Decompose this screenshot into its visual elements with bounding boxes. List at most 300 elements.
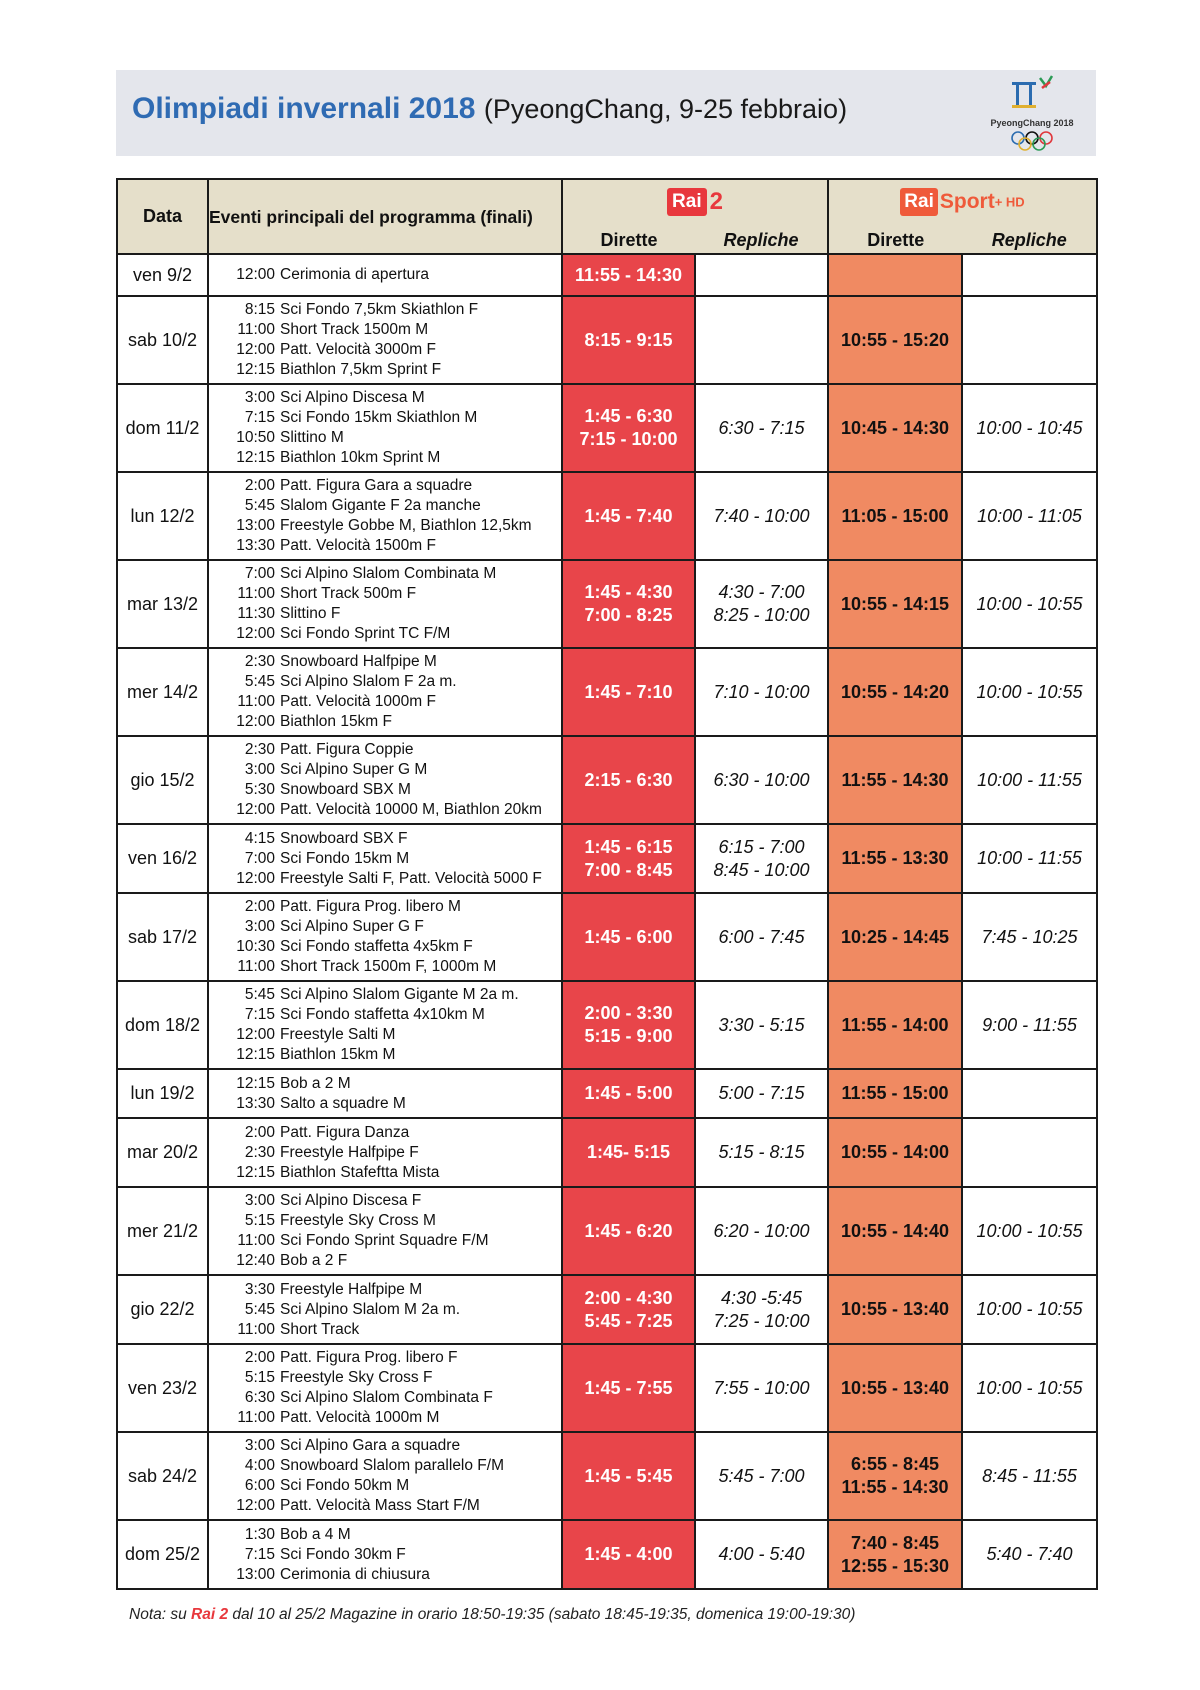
event-line xyxy=(217,740,561,760)
raisport-dirette-time: 10:55 - 13:40 xyxy=(840,1377,950,1398)
raisport-repliche-cell xyxy=(962,1275,1097,1344)
footer-note xyxy=(129,1606,855,1624)
event-time: 3:00 xyxy=(244,1192,275,1209)
schedule-row xyxy=(117,1432,1097,1520)
event-time: 12:00 xyxy=(236,869,275,887)
raisport-dirette-cell xyxy=(828,472,962,560)
event-name: Biathlon 15km M xyxy=(280,1046,396,1063)
event-name: Sci Fondo 15km Skiathlon M xyxy=(280,409,478,426)
raisport-repliche-time: 5:40 - 7:40 xyxy=(986,1544,1073,1564)
raisport-logo xyxy=(829,188,1096,216)
row-date: gio 22/2 xyxy=(117,1275,208,1344)
rai2-repliche-time: 7:10 - 10:00 xyxy=(713,681,810,702)
event-name: Short Track xyxy=(280,1320,360,1338)
event-line xyxy=(217,1074,561,1094)
event-name: Snowboard Slalom parallelo F/M xyxy=(280,1457,504,1474)
rai2-dirette-cell xyxy=(562,648,695,736)
raisport-dirette-time: 11:55 - 15:00 xyxy=(841,1083,949,1103)
rai2-dirette-time: 1:45 - 4:30 xyxy=(584,582,673,602)
row-events xyxy=(208,893,562,981)
event-line xyxy=(217,1094,561,1114)
schedule-row xyxy=(117,384,1097,472)
event-name: Sci Alpino Slalom F 2a m. xyxy=(280,673,457,690)
event-name: Freestyle Salti M xyxy=(280,1026,396,1043)
rai2-dirette-cell xyxy=(562,384,695,472)
row-date: sab 10/2 xyxy=(117,296,208,384)
rai2-repliche-time: 4:30 -5:45 xyxy=(720,1287,803,1308)
row-events xyxy=(208,1187,562,1275)
raisport-dirette-time: 11:55 - 14:30 xyxy=(841,769,949,790)
rai2-repliche-time: 6:00 - 7:45 xyxy=(718,926,805,947)
event-line xyxy=(217,692,561,712)
row-date: dom 25/2 xyxy=(117,1520,208,1589)
title-main: Olimpiadi invernali 2018 xyxy=(132,92,476,125)
raisport-dirette-time: 11:05 - 15:00 xyxy=(841,505,949,526)
event-time: 2:00 xyxy=(244,1349,275,1366)
event-line xyxy=(217,1456,561,1476)
event-name: Short Track 1500m M xyxy=(280,321,429,338)
rai2-dirette-cell xyxy=(562,296,695,384)
event-time: 2:30 xyxy=(244,1143,275,1161)
raisport-repliche-cell xyxy=(962,472,1097,560)
event-name: Snowboard Halfpipe M xyxy=(280,653,437,670)
event-name: Patt. Figura Danza xyxy=(280,1123,410,1141)
rai2-dirette-cell xyxy=(562,1187,695,1275)
rai2-repliche-cell xyxy=(695,1069,828,1118)
raisport-dirette-time: 6:55 - 8:45 xyxy=(850,1454,940,1474)
row-date: ven 16/2 xyxy=(117,824,208,893)
event-line xyxy=(217,428,561,448)
schedule-row xyxy=(117,1187,1097,1275)
event-line xyxy=(217,1300,561,1320)
event-name: Freestyle Halfpipe F xyxy=(280,1143,419,1161)
row-events xyxy=(208,648,562,736)
event-time: 12:00 xyxy=(236,625,275,642)
raisport-repliche-time: 8:45 - 11:55 xyxy=(982,1465,1077,1486)
event-time: 11:00 xyxy=(237,1232,275,1249)
event-line xyxy=(217,1163,561,1183)
col-header-date: Data xyxy=(117,179,208,254)
rai2-dirette-time: 1:45 - 7:40 xyxy=(584,505,673,526)
event-name: Sci Fondo Sprint TC F/M xyxy=(280,625,451,642)
rai2-dirette-cell xyxy=(562,893,695,981)
row-date: lun 12/2 xyxy=(117,472,208,560)
event-line xyxy=(217,340,561,360)
raisport-repliche-cell xyxy=(962,824,1097,893)
rai2-dirette-time: 7:00 - 8:45 xyxy=(584,859,673,880)
schedule-table xyxy=(116,178,1098,1590)
rai2-repliche-cell xyxy=(695,384,828,472)
raisport-repliche-cell xyxy=(962,254,1097,296)
rai2-dirette-cell xyxy=(562,824,695,893)
rai2-repliche-cell xyxy=(695,296,828,384)
row-date: mer 21/2 xyxy=(117,1187,208,1275)
event-time: 5:45 xyxy=(244,986,275,1003)
event-line xyxy=(217,448,561,468)
raisport-dirette-time: 11:55 - 14:30 xyxy=(841,1477,949,1497)
rai2-repliche-cell xyxy=(695,1118,828,1187)
event-line xyxy=(217,780,561,800)
raisport-repliche-time: 9:00 - 11:55 xyxy=(982,1014,1077,1035)
event-time: 2:00 xyxy=(244,898,275,915)
rai2-repliche-time: 6:15 - 7:00 xyxy=(718,836,805,857)
rai2-dirette-time: 11:55 - 14:30 xyxy=(574,264,683,285)
event-time: 5:45 xyxy=(244,1300,275,1318)
schedule-row xyxy=(117,1118,1097,1187)
raisport-repliche-time: 7:45 - 10:25 xyxy=(981,926,1078,947)
row-date: sab 17/2 xyxy=(117,893,208,981)
event-line xyxy=(217,584,561,604)
rai2-dirette-cell xyxy=(562,981,695,1069)
rai2-repliche-time: 7:55 - 10:00 xyxy=(713,1377,810,1398)
rai2-repliche-cell xyxy=(695,1520,828,1589)
rai2-dirette-cell xyxy=(562,1069,695,1118)
event-name: Sci Fondo 30km F xyxy=(280,1545,406,1563)
event-line xyxy=(217,1348,561,1368)
event-time: 13:30 xyxy=(236,537,275,554)
event-line xyxy=(217,829,561,849)
event-line xyxy=(217,1025,561,1045)
event-name: Patt. Figura Prog. libero M xyxy=(280,898,461,915)
event-name: Biathlon 7,5km Sprint F xyxy=(280,361,442,378)
rai2-dirette-cell xyxy=(562,1275,695,1344)
raisport-dirette-cell xyxy=(828,254,962,296)
schedule-row xyxy=(117,1520,1097,1589)
event-time: 3:00 xyxy=(244,761,275,778)
rai2-dirette-time: 7:00 - 8:25 xyxy=(584,605,673,625)
event-name: Patt. Velocità 1000m M xyxy=(280,1409,440,1426)
raisport-dirette-header: Dirette xyxy=(867,230,925,250)
raisport-logo-sport: Sport xyxy=(939,190,995,213)
event-line xyxy=(217,516,561,536)
event-name: Freestyle Halfpipe M xyxy=(280,1280,423,1298)
row-date: gio 15/2 xyxy=(117,736,208,824)
event-line xyxy=(217,917,561,937)
event-name: Freestyle Salti F, Patt. Velocità 5000 F xyxy=(280,869,542,887)
rai2-dirette-time: 2:15 - 6:30 xyxy=(584,769,673,790)
raisport-repliche-cell xyxy=(962,296,1097,384)
event-time: 13:00 xyxy=(236,517,275,534)
rai2-repliche-cell xyxy=(695,893,828,981)
event-name: Sci Alpino Slalom Combinata M xyxy=(280,565,497,582)
event-line xyxy=(217,564,561,584)
event-line xyxy=(217,1388,561,1408)
event-name: Slittino F xyxy=(280,605,341,622)
row-date: ven 23/2 xyxy=(117,1344,208,1432)
event-time: 4:15 xyxy=(244,829,275,847)
raisport-dirette-cell xyxy=(828,736,962,824)
event-line xyxy=(217,1496,561,1516)
event-time: 12:40 xyxy=(236,1252,275,1269)
schedule-body xyxy=(117,254,1097,1589)
raisport-repliche-cell xyxy=(962,736,1097,824)
event-line xyxy=(217,1320,561,1340)
raisport-dirette-cell xyxy=(828,384,962,472)
event-time: 12:00 xyxy=(236,1026,275,1043)
event-time: 12:15 xyxy=(236,1046,275,1063)
event-line xyxy=(217,496,561,516)
schedule-row xyxy=(117,981,1097,1069)
event-line xyxy=(217,652,561,672)
event-time: 10:30 xyxy=(236,938,275,955)
row-date: mar 20/2 xyxy=(117,1118,208,1187)
event-name: Patt. Velocità 10000 M, Biathlon 20km xyxy=(280,801,542,818)
event-line xyxy=(217,672,561,692)
schedule-row xyxy=(117,824,1097,893)
event-name: Patt. Velocità 1500m F xyxy=(280,537,436,554)
event-line xyxy=(217,800,561,820)
row-events xyxy=(208,824,562,893)
event-line xyxy=(217,388,561,408)
raisport-dirette-time: 7:40 - 8:45 xyxy=(850,1532,940,1553)
raisport-repliche-cell xyxy=(962,648,1097,736)
row-date: dom 11/2 xyxy=(117,384,208,472)
event-name: Snowboard SBX M xyxy=(280,781,411,798)
raisport-dirette-time: 10:55 - 15:20 xyxy=(840,329,950,350)
event-time: 5:15 xyxy=(244,1369,275,1386)
event-name: Sci Alpino Gara a squadre xyxy=(280,1437,461,1454)
event-line xyxy=(217,1143,561,1163)
event-name: Freestyle Sky Cross F xyxy=(280,1369,433,1386)
raisport-dirette-time: 11:55 - 14:00 xyxy=(841,1014,949,1035)
raisport-dirette-cell xyxy=(828,1069,962,1118)
schedule-row xyxy=(117,1069,1097,1118)
event-line xyxy=(217,869,561,889)
col-header-rai2 xyxy=(562,179,828,254)
event-time: 7:00 xyxy=(244,565,275,582)
rai2-dirette-time: 5:15 - 9:00 xyxy=(584,1026,673,1046)
raisport-dirette-time: 10:55 - 13:40 xyxy=(840,1299,950,1319)
rai2-dirette-time: 1:45 - 4:00 xyxy=(584,1544,673,1564)
raisport-dirette-time: 10:25 - 14:45 xyxy=(840,926,950,947)
rai2-repliche-cell xyxy=(695,1187,828,1275)
raisport-dirette-cell xyxy=(828,560,962,648)
row-events xyxy=(208,254,562,296)
event-time: 10:50 xyxy=(236,429,275,446)
schedule-row xyxy=(117,1275,1097,1344)
event-line xyxy=(217,1525,561,1545)
event-time: 11:00 xyxy=(237,1320,275,1338)
row-events xyxy=(208,296,562,384)
raisport-dirette-cell xyxy=(828,1118,962,1187)
event-time: 3:30 xyxy=(244,1280,275,1298)
event-name: Sci Fondo staffetta 4x10km M xyxy=(280,1006,485,1023)
schedule-row xyxy=(117,736,1097,824)
event-time: 2:30 xyxy=(244,741,275,758)
event-line xyxy=(217,1211,561,1231)
raisport-repliche-cell xyxy=(962,981,1097,1069)
schedule-row xyxy=(117,560,1097,648)
event-line xyxy=(217,985,561,1005)
event-name: Sci Alpino Discesa M xyxy=(280,389,425,406)
event-name: Snowboard SBX F xyxy=(280,829,408,847)
rai2-dirette-cell xyxy=(562,560,695,648)
event-time: 3:00 xyxy=(244,1437,275,1454)
event-name: Sci Fondo 15km M xyxy=(280,849,410,867)
event-time: 12:00 xyxy=(236,801,275,818)
note-text: dal 10 al 25/2 Magazine in orario 18:50-19:35 (sabato 18:45-19:35, domenica 19:00-19:30) xyxy=(232,1606,856,1623)
rai2-dirette-cell xyxy=(562,472,695,560)
event-line xyxy=(217,476,561,496)
raisport-dirette-time: 11:55 - 13:30 xyxy=(841,848,949,868)
event-name: Biathlon 15km F xyxy=(280,713,392,730)
event-line xyxy=(217,937,561,957)
raisport-dirette-time: 10:55 - 14:00 xyxy=(840,1142,950,1162)
raisport-repliche-time: 10:00 - 10:55 xyxy=(976,593,1083,614)
raisport-repliche-cell xyxy=(962,893,1097,981)
event-name: Sci Fondo 7,5km Skiathlon F xyxy=(280,301,479,318)
row-date: mer 14/2 xyxy=(117,648,208,736)
event-name: Patt. Figura Coppie xyxy=(280,741,414,758)
olympic-rings-icon xyxy=(980,130,1084,152)
row-events xyxy=(208,384,562,472)
rai2-dirette-cell xyxy=(562,1344,695,1432)
rai2-repliche-cell xyxy=(695,736,828,824)
event-name: Short Track 1500m F, 1000m M xyxy=(280,958,497,975)
event-time: 11:30 xyxy=(237,605,275,622)
event-time: 1:30 xyxy=(244,1525,275,1543)
event-time: 5:45 xyxy=(244,673,275,690)
rai2-repliche-cell xyxy=(695,254,828,296)
event-time: 11:00 xyxy=(237,321,275,338)
event-name: Sci Alpino Slalom Gigante M 2a m. xyxy=(280,986,519,1003)
row-events xyxy=(208,1118,562,1187)
note-prefix: Nota: su xyxy=(129,1606,187,1623)
title-subtitle: (PyeongChang, 9-25 febbraio) xyxy=(483,94,848,124)
event-time: 6:00 xyxy=(244,1477,275,1494)
raisport-repliche-cell xyxy=(962,384,1097,472)
event-time: 3:00 xyxy=(244,389,275,406)
rai2-dirette-time: 1:45 - 5:45 xyxy=(584,1465,673,1486)
rai2-logo-number: 2 xyxy=(709,188,723,215)
rai2-dirette-time: 7:15 - 10:00 xyxy=(579,429,678,449)
event-line xyxy=(217,1280,561,1300)
event-time: 2:30 xyxy=(244,653,275,670)
raisport-logo-box: Rai xyxy=(900,188,938,216)
event-name: Short Track 500m F xyxy=(280,585,417,602)
row-events xyxy=(208,1520,562,1589)
rai2-dirette-time: 1:45 - 6:15 xyxy=(584,836,673,857)
rai2-repliche-cell xyxy=(695,1432,828,1520)
event-name: Patt. Velocità 1000m F xyxy=(280,693,436,710)
rai2-logo xyxy=(563,188,827,216)
event-line xyxy=(217,1045,561,1065)
event-line xyxy=(217,1231,561,1251)
rai2-dirette-time: 1:45 - 5:00 xyxy=(584,1083,673,1103)
event-line xyxy=(217,1251,561,1271)
event-time: 11:00 xyxy=(237,585,275,602)
event-line xyxy=(217,957,561,977)
rai2-repliche-cell xyxy=(695,472,828,560)
event-line xyxy=(217,849,561,869)
event-name: Sci Alpino Super G M xyxy=(280,761,428,778)
raisport-dirette-cell xyxy=(828,824,962,893)
event-name: Cerimonia di chiusura xyxy=(280,1565,430,1583)
rai2-dirette-time: 1:45 - 7:10 xyxy=(584,681,673,702)
table-header-row xyxy=(117,179,1097,254)
event-time: 13:30 xyxy=(236,1094,275,1112)
rai2-repliche-cell xyxy=(695,648,828,736)
row-date: mar 13/2 xyxy=(117,560,208,648)
event-name: Bob a 2 M xyxy=(280,1074,351,1092)
event-time: 11:00 xyxy=(237,958,275,975)
event-time: 11:00 xyxy=(237,693,275,710)
row-events xyxy=(208,1275,562,1344)
rai2-repliche-cell xyxy=(695,824,828,893)
event-line xyxy=(217,408,561,428)
event-time: 7:15 xyxy=(244,409,275,426)
event-line xyxy=(217,1408,561,1428)
event-time: 12:00 xyxy=(236,713,275,730)
rai2-dirette-time: 2:00 - 3:30 xyxy=(584,1003,673,1023)
event-line xyxy=(217,1545,561,1565)
event-line xyxy=(217,1123,561,1143)
raisport-repliche-cell xyxy=(962,560,1097,648)
rai2-repliche-time: 4:00 - 5:40 xyxy=(718,1544,805,1564)
event-name: Bob a 4 M xyxy=(280,1525,351,1543)
event-line xyxy=(217,536,561,556)
schedule-row xyxy=(117,472,1097,560)
schedule-row xyxy=(117,1344,1097,1432)
rai2-dirette-time: 1:45 - 6:20 xyxy=(584,1220,673,1241)
event-time: 3:00 xyxy=(244,918,275,935)
raisport-dirette-time: 10:55 - 14:40 xyxy=(840,1220,950,1241)
raisport-dirette-cell xyxy=(828,893,962,981)
event-line xyxy=(217,1191,561,1211)
raisport-repliche-cell xyxy=(962,1069,1097,1118)
event-line xyxy=(217,624,561,644)
event-line xyxy=(217,760,561,780)
row-date: sab 24/2 xyxy=(117,1432,208,1520)
event-time: 8:15 xyxy=(244,301,275,318)
col-header-raisport xyxy=(828,179,1097,254)
page-header xyxy=(116,70,1096,156)
event-time: 6:30 xyxy=(244,1389,275,1406)
event-name: Patt. Velocità 3000m F xyxy=(280,341,436,358)
raisport-dirette-cell xyxy=(828,1432,962,1520)
rai2-dirette-header: Dirette xyxy=(600,230,658,250)
event-time: 5:45 xyxy=(244,497,275,514)
raisport-dirette-cell xyxy=(828,648,962,736)
olympic-emblem-icon xyxy=(980,72,1084,118)
raisport-dirette-time: 12:55 - 15:30 xyxy=(840,1555,950,1576)
raisport-repliche-cell xyxy=(962,1118,1097,1187)
raisport-repliche-time: 10:00 - 10:45 xyxy=(976,417,1083,438)
row-date: ven 9/2 xyxy=(117,254,208,296)
event-name: Slalom Gigante F 2a manche xyxy=(280,497,481,514)
raisport-dirette-time: 10:45 - 14:30 xyxy=(840,417,950,438)
event-line xyxy=(217,1005,561,1025)
event-name: Sci Fondo Sprint Squadre F/M xyxy=(280,1232,489,1249)
event-time: 4:00 xyxy=(244,1457,275,1474)
page-title xyxy=(132,92,847,126)
row-date: dom 18/2 xyxy=(117,981,208,1069)
row-events xyxy=(208,560,562,648)
raisport-repliche-cell xyxy=(962,1520,1097,1589)
raisport-dirette-time: 10:55 - 14:20 xyxy=(840,681,950,702)
event-line xyxy=(217,1565,561,1585)
rai2-dirette-cell xyxy=(562,254,695,296)
row-events xyxy=(208,1344,562,1432)
event-name: Bob a 2 F xyxy=(280,1252,348,1269)
rai2-repliche-time: 3:30 - 5:15 xyxy=(718,1014,805,1035)
rai2-repliche-cell xyxy=(695,981,828,1069)
raisport-repliche-time: 10:00 - 10:55 xyxy=(976,1377,1083,1398)
logo-caption: PyeongChang 2018 xyxy=(990,118,1074,128)
pyeongchang-logo xyxy=(980,72,1084,154)
rai2-repliche-cell xyxy=(695,560,828,648)
rai2-logo-box: Rai xyxy=(667,188,707,216)
